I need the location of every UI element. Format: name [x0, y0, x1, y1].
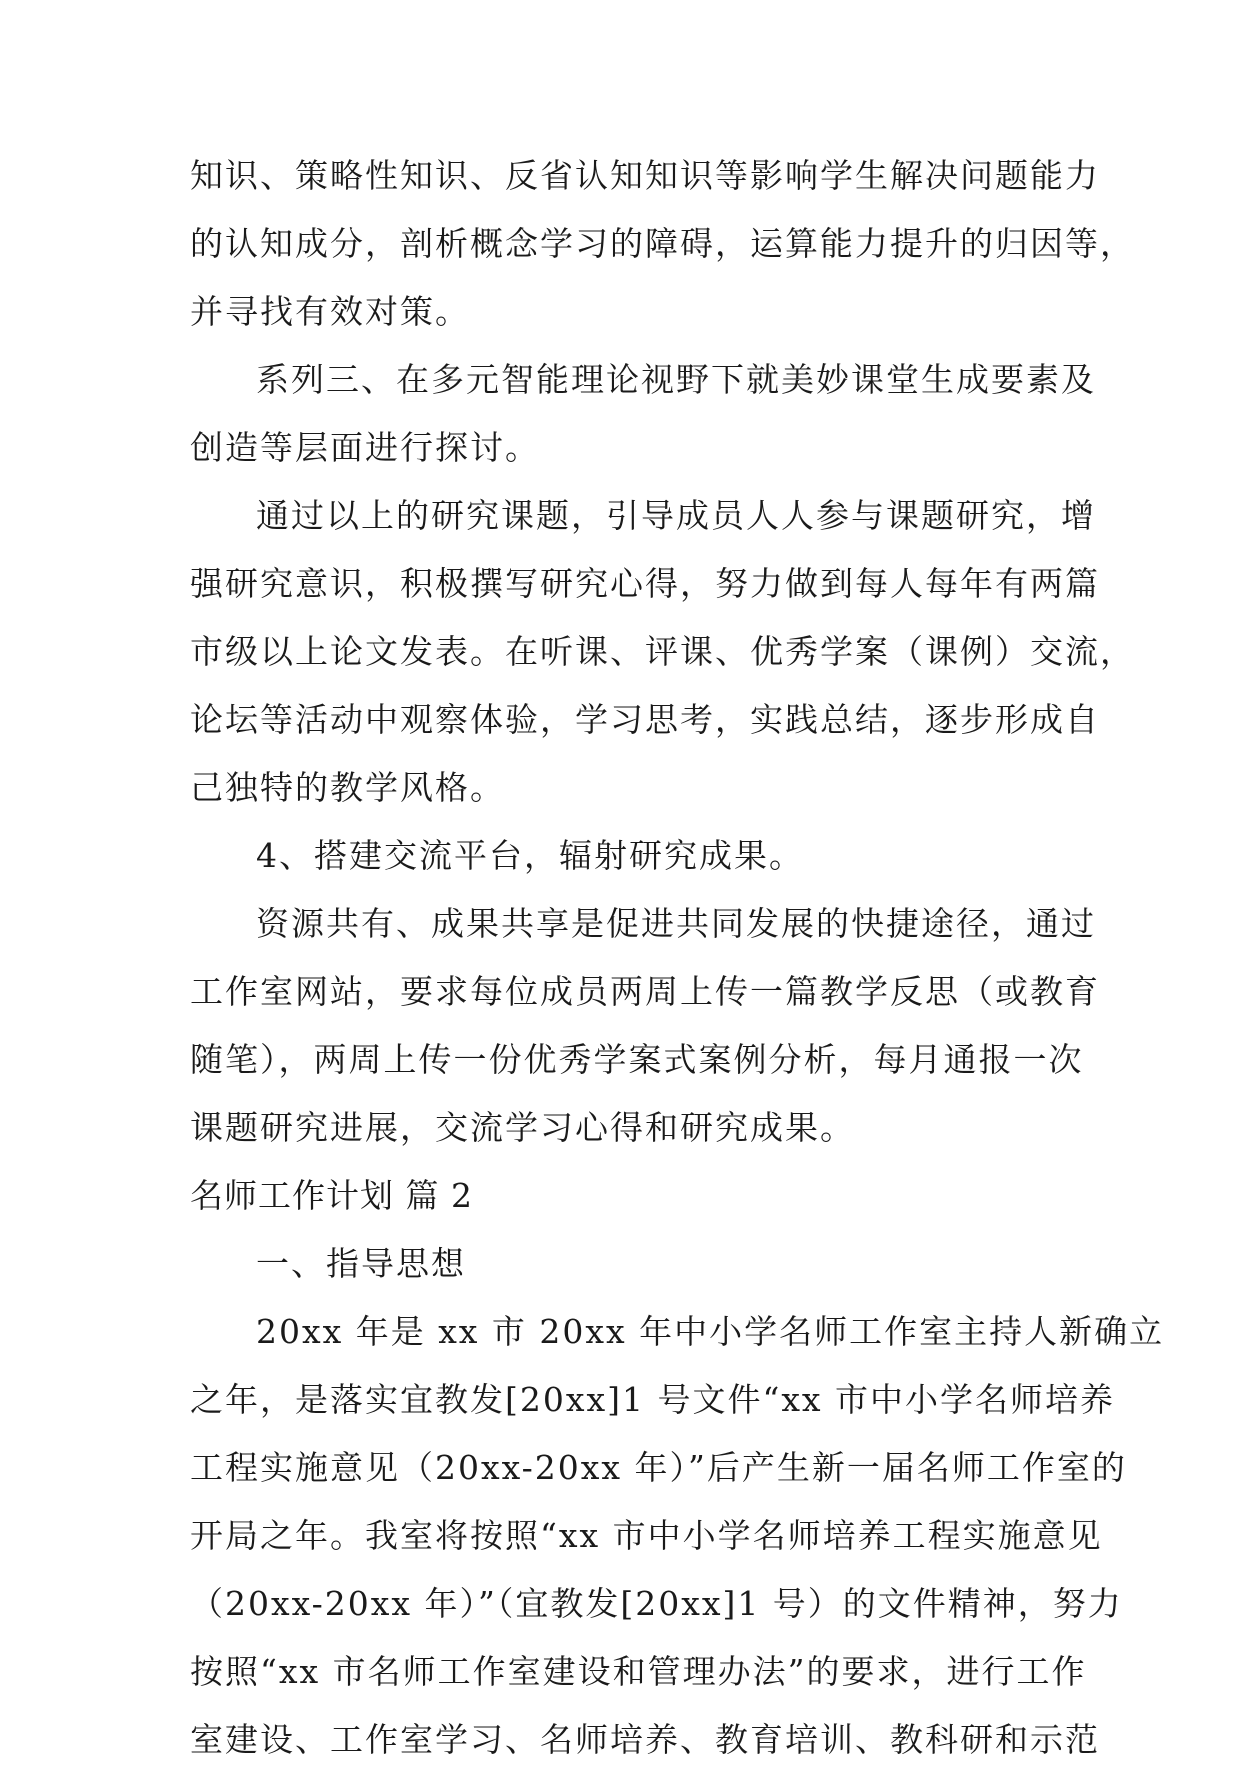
text-line: 知识、策略性知识、反省认知知识等影响学生解决问题能力 [190, 156, 1100, 195]
text-line: 创造等层面进行探讨。 [190, 428, 540, 467]
text-line: 工程实施意见（20xx-20xx 年）”后产生新一届名师工作室的 [190, 1448, 1127, 1487]
subheading-line: 4、搭建交流平台，辐射研究成果。 [256, 836, 804, 875]
text-line: 之年，是落实宜教发[20xx]1 号文件“xx 市中小学名师培养 [190, 1380, 1116, 1419]
text-line: 论坛等活动中观察体验，学习思考，实践总结，逐步形成自 [190, 700, 1100, 739]
text-line: （20xx-20xx 年）”（宜教发[20xx]1 号）的文件精神，努力 [190, 1584, 1123, 1623]
paragraph-start-line: 系列三、在多元智能理论视野下就美妙课堂生成要素及 [256, 360, 1096, 399]
text-line: 强研究意识，积极撰写研究心得，努力做到每人每年有两篇 [190, 564, 1100, 603]
text-line: 室建设、工作室学习、名师培养、教育培训、教科研和示范 [190, 1720, 1100, 1759]
text-line: 的认知成分，剖析概念学习的障碍，运算能力提升的归因等， [190, 224, 1135, 263]
text-line: 课题研究进展，交流学习心得和研究成果。 [190, 1108, 855, 1147]
paragraph-start-line: 通过以上的研究课题，引导成员人人参与课题研究，增 [256, 496, 1096, 535]
text-line: 市级以上论文发表。在听课、评课、优秀学案（课例）交流， [190, 632, 1135, 671]
subheading-line: 一、指导思想 [256, 1244, 466, 1283]
text-line: 按照“xx 市名师工作室建设和管理办法”的要求，进行工作 [190, 1652, 1087, 1691]
paragraph-start-line: 资源共有、成果共享是促进共同发展的快捷途径，通过 [256, 904, 1096, 943]
section-heading: 名师工作计划 篇 2 [190, 1176, 473, 1215]
text-line: 并寻找有效对策。 [190, 292, 470, 331]
text-line: 己独特的教学风格。 [190, 768, 505, 807]
text-line: 随笔），两周上传一份优秀学案式案例分析，每月通报一次 [190, 1040, 1084, 1079]
text-line: 工作室网站，要求每位成员两周上传一篇教学反思（或教育 [190, 972, 1100, 1011]
document-page [190, 142, 1165, 1774]
text-line: 开局之年。我室将按照“xx 市中小学名师培养工程实施意见 [190, 1516, 1103, 1555]
paragraph-start-line: 20xx 年是 xx 市 20xx 年中小学名师工作室主持人新确立 [256, 1312, 1165, 1351]
